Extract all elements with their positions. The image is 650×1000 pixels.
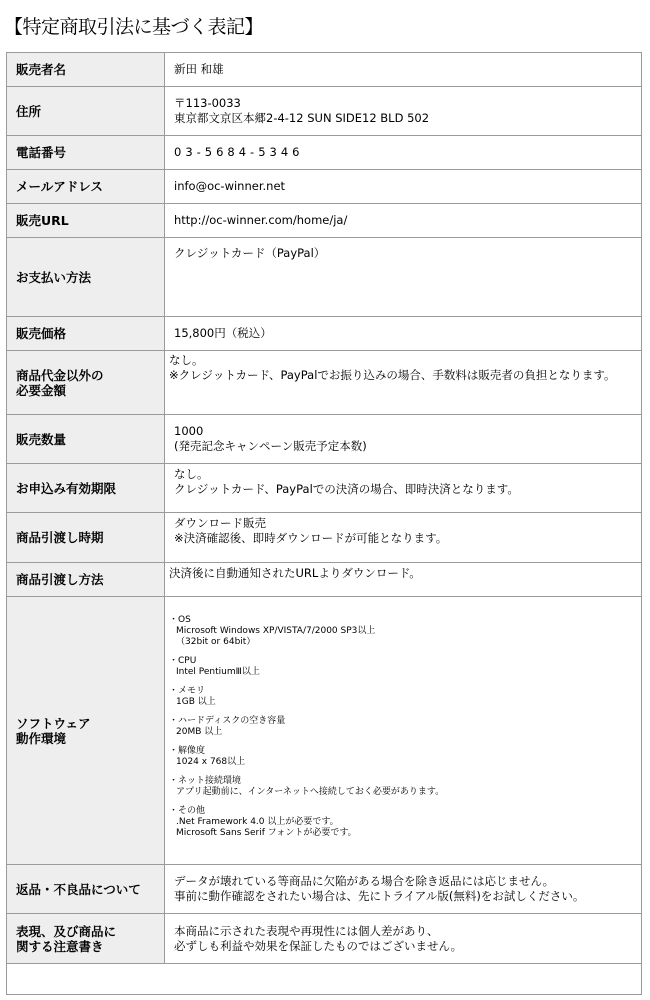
req-heading: ・ハードディスクの空き容量 [169, 715, 286, 726]
empty-cell [7, 964, 642, 995]
req-os [169, 615, 641, 648]
value-payment [165, 238, 642, 317]
row-software [7, 597, 642, 865]
label-line: ソフトウェア [16, 715, 91, 731]
text-line: (発売記念キャンペーン販売予定本数) [174, 439, 367, 453]
row-url [7, 204, 642, 238]
label-delivery-method: 商品引渡し方法 [7, 563, 165, 597]
text-line: クレジットカード、PayPalでの決済の場合、即時決済となります。 [174, 482, 519, 496]
text-line: 本商品に示された表現や再現性には個人差があり、 [174, 923, 439, 938]
req-heading: ・その他 [169, 805, 206, 816]
price: 15,800円（税込） [174, 326, 272, 340]
value-url [165, 204, 642, 238]
row-validity [7, 464, 642, 513]
label-line: 表現、及び商品に [16, 923, 117, 939]
req-memory [169, 686, 641, 708]
row-payment [7, 238, 642, 317]
label-line: 必要金額 [16, 382, 67, 398]
value-returns [165, 865, 642, 914]
label-url: 販売URL [7, 204, 165, 238]
req-line: 1024 x 768以上 [176, 756, 246, 767]
label-line: 動作環境 [16, 730, 67, 746]
text-line: 必ずしも利益や効果を保証したものではございません。 [174, 938, 463, 953]
value-delivery-time [165, 513, 642, 563]
street-address: 東京都文京区本郷2-4-12 SUN SIDE12 BLD 502 [174, 111, 430, 125]
value-disclaimer [165, 914, 642, 964]
value-price [165, 317, 642, 351]
row-phone [7, 136, 642, 170]
text-line: 事前に動作確認をされたい場合は、先にトライアル版(無料)をお試しください。 [174, 889, 585, 903]
label-quantity: 販売数量 [7, 415, 165, 464]
row-disclaimer [7, 914, 642, 964]
row-delivery-method [7, 563, 642, 597]
req-disk [169, 716, 641, 738]
label-line: 関する注意書き [16, 938, 104, 954]
value-validity [165, 464, 642, 513]
text-line: 1000 [174, 424, 204, 438]
req-line: 1GB 以上 [176, 696, 216, 707]
page-title: 【特定商取引法に基づく表記】 [4, 16, 264, 38]
label-email: メールアドレス [7, 170, 165, 204]
label-software [7, 597, 165, 865]
req-network [169, 776, 641, 798]
seller-name: 新田 和雄 [174, 62, 224, 76]
req-resolution [169, 746, 641, 768]
value-address [165, 87, 642, 136]
row-email [7, 170, 642, 204]
row-delivery-time [7, 513, 642, 563]
label-delivery-time: 商品引渡し時期 [7, 513, 165, 563]
req-heading: ・OS [169, 614, 191, 625]
payment-method: クレジットカード（PayPal） [174, 246, 326, 260]
row-extra-fees [7, 351, 642, 415]
req-heading: ・ネット接続環境 [169, 775, 242, 786]
req-line: Intel PentiumⅢ以上 [176, 666, 260, 677]
text-line: 決済後に自動通知されたURLよりダウンロード。 [169, 566, 421, 580]
text-line: ※決済確認後、即時ダウンロードが可能となります。 [174, 531, 448, 545]
label-seller: 販売者名 [7, 53, 165, 87]
req-line: .Net Framework 4.0 以上が必要です。 [176, 816, 339, 827]
req-other [169, 806, 641, 839]
text-line: なし。 [169, 353, 204, 367]
label-address: 住所 [7, 87, 165, 136]
label-extra-fees [7, 351, 165, 415]
text-line: ※クレジットカード、PayPalでお振り込みの場合、手数料は販売者の負担となります。 [169, 368, 616, 382]
req-line: Microsoft Windows XP/VISTA/7/2000 SP3以上 [176, 625, 376, 636]
req-line: 20MB 以上 [176, 726, 223, 737]
row-price [7, 317, 642, 351]
sales-url-link[interactable]: http://oc-winner.com/home/ja/ [174, 213, 348, 227]
label-phone: 電話番号 [7, 136, 165, 170]
req-cpu [169, 656, 641, 678]
legal-info-table [6, 52, 642, 995]
value-extra-fees [165, 351, 642, 415]
email-link[interactable]: info@oc-winner.net [174, 179, 286, 193]
label-payment: お支払い方法 [7, 238, 165, 317]
label-line: 商品代金以外の [16, 367, 104, 383]
row-quantity [7, 415, 642, 464]
req-heading: ・メモリ [169, 685, 206, 696]
req-line: （32bit or 64bit） [176, 636, 256, 647]
text-line: ダウンロード販売 [174, 516, 266, 530]
text-line: データが壊れている等商品に欠陥がある場合を除き返品には応じません。 [174, 874, 555, 888]
phone-number: 03-5684-5346 [174, 145, 304, 159]
label-disclaimer [7, 914, 165, 964]
value-software [165, 597, 642, 865]
req-line: Microsoft Sans Serif フォントが必要です。 [176, 827, 357, 838]
text-line: なし。 [174, 467, 209, 481]
value-seller [165, 53, 642, 87]
row-returns [7, 865, 642, 914]
label-price: 販売価格 [7, 317, 165, 351]
value-email [165, 170, 642, 204]
req-heading: ・CPU [169, 655, 197, 666]
row-seller [7, 53, 642, 87]
req-line: アプリ起動前に、インターネットへ接続しておく必要があります。 [176, 786, 445, 797]
value-phone [165, 136, 642, 170]
label-returns: 返品・不良品について [7, 865, 165, 914]
label-validity: お申込み有効期限 [7, 464, 165, 513]
value-delivery-method [165, 563, 642, 597]
row-empty [7, 964, 642, 995]
postal-code: 〒113-0033 [174, 96, 241, 110]
row-address [7, 87, 642, 136]
req-heading: ・解像度 [169, 745, 206, 756]
value-quantity [165, 415, 642, 464]
